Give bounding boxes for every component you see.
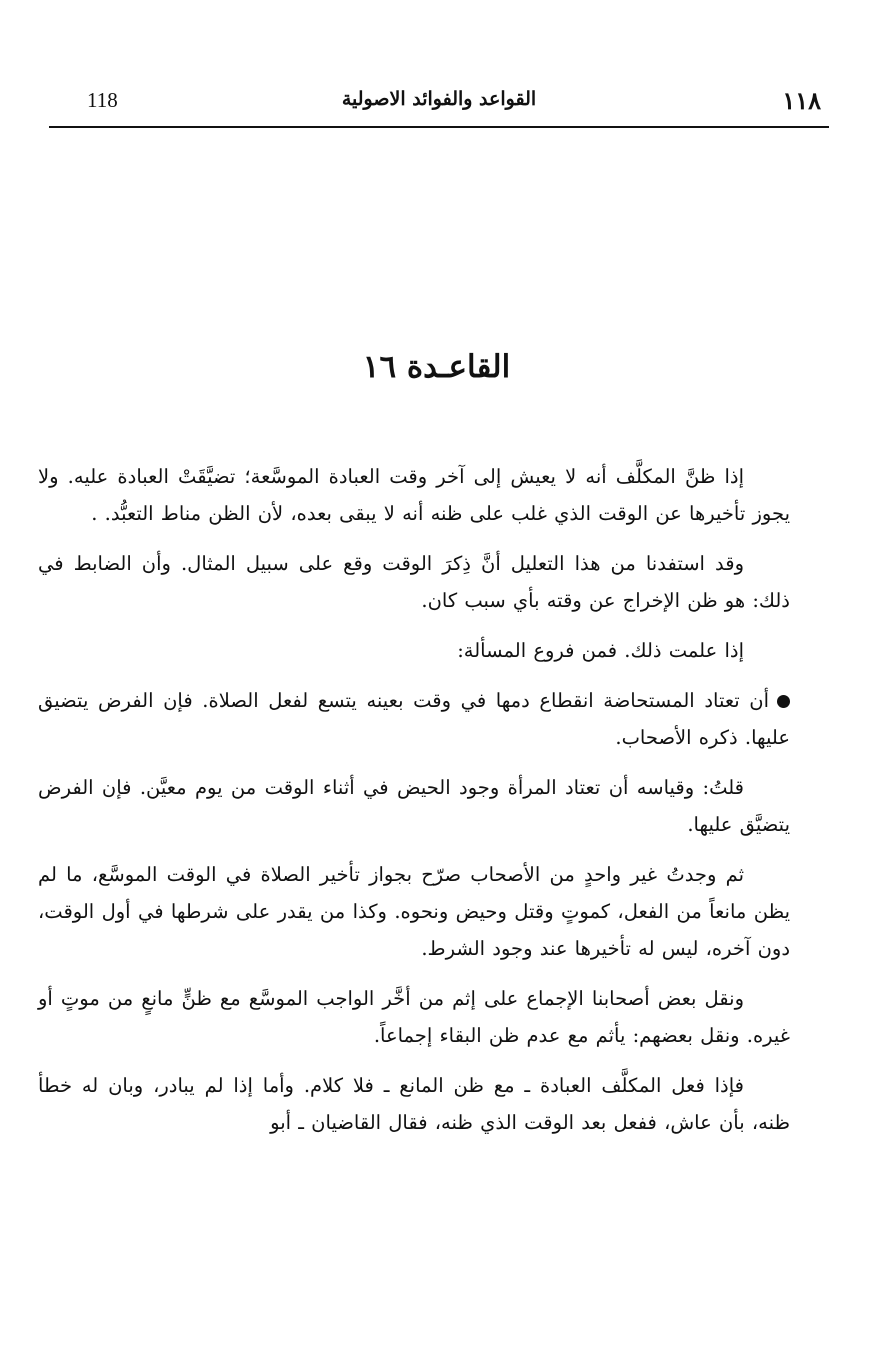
running-header — [49, 86, 829, 126]
paragraph: قلتُ: وقياسه أن تعتاد المرأة وجود الحيض في أثناء الوقت من يوم معيَّن. فإن الفرض يتضيَّق عليها. — [38, 776, 790, 836]
bullet-paragraph — [38, 682, 790, 756]
paragraph: ثم وجدتُ غير واحدٍ من الأصحاب صرّح بجواز تأخير الصلاة في الوقت الموسَّع، ما لم يظن مانعاً من الفعل، كموتٍ وقتل وحيض ونحوه. وكذا من يقدر على شرطها في أول الوقت، دون آخره، ليس له تأخيرها عند وجود الشرط. — [38, 863, 790, 960]
paragraph: ونقل بعض أصحابنا الإجماع على إثم من أخَّر الواجب الموسَّع مع ظنٍّ مانعٍ من موتٍ أو غيره. ونقل بعضهم: يأثم مع عدم ظن البقاء إجماعاً. — [38, 987, 790, 1047]
header-divider — [49, 126, 829, 128]
bullet-text: أن تعتاد المستحاضة انقطاع دمها في وقت بعينه يتسع لفعل الصلاة. فإن الفرض يتضيق عليها. ذكره الأصحاب. — [38, 689, 790, 749]
paragraph: إذا ظنَّ المكلَّف أنه لا يعيش إلى آخر وقت العبادة الموسَّعة؛ تضيَّقَتْ العبادة عليه. ولا يجوز تأخيرها عن الوقت الذي غلب على ظنه أنه لا يبقى بعده، لأن الظن مناط التعبُّد. . — [38, 465, 790, 525]
bullet-icon — [777, 695, 790, 708]
paragraph: فإذا فعل المكلَّف العبادة ـ مع ظن المانع ـ فلا كلام. وأما إذا لم يبادر، وبان له خطأ ظنه، بأن عاش، ففعل بعد الوقت الذي ظنه، فقال القاضيان ـ أبو — [38, 1074, 790, 1134]
page-number-latin: 118 — [87, 88, 118, 112]
page-number-arabic: ١١٨ — [782, 86, 821, 115]
book-title: القواعد والفوائد الاصولية — [341, 88, 537, 110]
paragraph: إذا علمت ذلك. فمن فروع المسألة: — [457, 639, 744, 662]
chapter-title: القاعـدة ١٦ — [362, 349, 511, 385]
paragraph: وقد استفدنا من هذا التعليل أنَّ ذِكرَ الوقت وقع على سبيل المثال. وأن الضابط في ذلك: هو ظن الإخراج عن وقته بأي سبب كان. — [38, 552, 790, 612]
body-text — [38, 458, 790, 1154]
